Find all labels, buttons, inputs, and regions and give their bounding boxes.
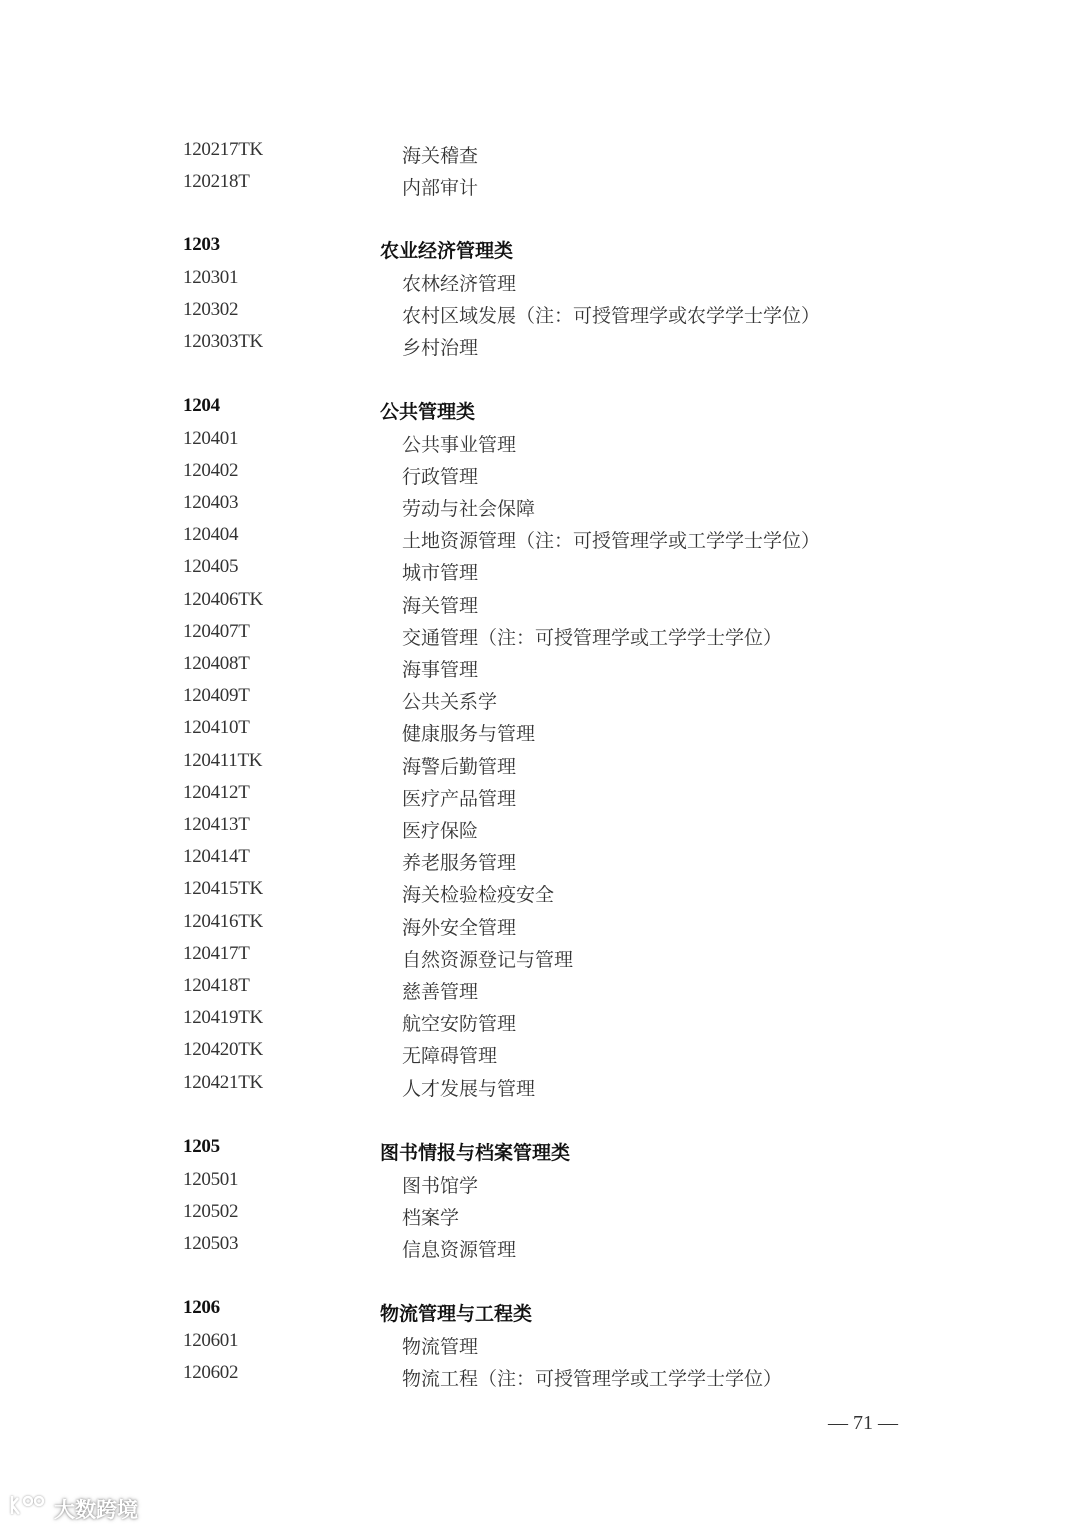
major-code: 120402 <box>183 460 239 481</box>
major-code: 120501 <box>183 1169 239 1190</box>
watermark-text: 大数跨境 <box>54 1498 138 1522</box>
list-item <box>0 331 1080 363</box>
list-item <box>0 846 1080 878</box>
list-item <box>0 750 1080 782</box>
major-name: 养老服务管理 <box>402 852 517 874</box>
major-name: 物流管理 <box>402 1336 479 1358</box>
list-item <box>0 267 1080 299</box>
list-item <box>0 1330 1080 1362</box>
list-item <box>0 460 1080 492</box>
major-code: 120421TK <box>183 1072 263 1093</box>
category-header <box>0 1136 1080 1168</box>
category-code: 1206 <box>183 1297 220 1318</box>
major-code: 120410T <box>183 717 250 738</box>
major-name: 农村区域发展（注：可授管理学或农学学士学位） <box>402 305 821 327</box>
major-name: 农林经济管理 <box>402 273 517 295</box>
list-item <box>0 1233 1080 1265</box>
major-code: 120409T <box>183 685 250 706</box>
category-header <box>0 395 1080 427</box>
list-item <box>0 492 1080 524</box>
major-name: 土地资源管理（注：可授管理学或工学学士学位） <box>402 530 821 552</box>
major-name: 档案学 <box>402 1207 460 1229</box>
major-name: 城市管理 <box>402 562 479 584</box>
major-name: 交通管理（注：可授管理学或工学学士学位） <box>402 627 783 649</box>
major-name: 慈善管理 <box>402 981 479 1003</box>
list-item <box>0 1007 1080 1039</box>
major-code: 120218T <box>183 171 250 192</box>
major-code: 120405 <box>183 556 239 577</box>
category-name: 农业经济管理类 <box>380 240 514 262</box>
list-item <box>0 589 1080 621</box>
major-code: 120601 <box>183 1330 239 1351</box>
list-item <box>0 911 1080 943</box>
major-name: 行政管理 <box>402 466 479 488</box>
major-code: 120420TK <box>183 1039 263 1060</box>
major-name: 医疗产品管理 <box>402 788 517 810</box>
major-name: 无障碍管理 <box>402 1045 498 1067</box>
major-name: 乡村治理 <box>402 337 479 359</box>
major-name: 图书馆学 <box>402 1175 479 1197</box>
list-item <box>0 1362 1080 1394</box>
list-item <box>0 717 1080 749</box>
major-code: 120412T <box>183 782 250 803</box>
list-item <box>0 685 1080 717</box>
list-item <box>0 1039 1080 1071</box>
major-code: 120414T <box>183 846 250 867</box>
major-code: 120502 <box>183 1201 239 1222</box>
major-code: 120404 <box>183 524 239 545</box>
major-name: 公共事业管理 <box>402 434 517 456</box>
list-item <box>0 428 1080 460</box>
category-name: 图书情报与档案管理类 <box>380 1142 571 1164</box>
major-name: 信息资源管理 <box>402 1239 517 1261</box>
major-code: 120413T <box>183 814 250 835</box>
major-name: 海警后勤管理 <box>402 756 517 778</box>
major-name: 航空安防管理 <box>402 1013 517 1035</box>
list-item <box>0 878 1080 910</box>
major-code: 120419TK <box>183 1007 263 1028</box>
list-item <box>0 524 1080 556</box>
category-code: 1204 <box>183 395 220 416</box>
major-name: 海外安全管理 <box>402 917 517 939</box>
list-item <box>0 556 1080 588</box>
list-item <box>0 943 1080 975</box>
watermark-logo-icon <box>8 1492 48 1518</box>
major-code: 120602 <box>183 1362 239 1383</box>
category-header <box>0 234 1080 266</box>
major-name: 海关管理 <box>402 595 479 617</box>
major-code: 120406TK <box>183 589 263 610</box>
list-item <box>0 814 1080 846</box>
category-name: 物流管理与工程类 <box>380 1303 533 1325</box>
list-item <box>0 782 1080 814</box>
list-item <box>0 171 1080 203</box>
page-number: — 71 — <box>828 1412 898 1434</box>
major-code: 120302 <box>183 299 239 320</box>
major-name: 海关检验检疫安全 <box>402 884 555 906</box>
list-item <box>0 1201 1080 1233</box>
major-name: 人才发展与管理 <box>402 1078 536 1100</box>
list-item <box>0 975 1080 1007</box>
major-code: 120403 <box>183 492 239 513</box>
major-name: 医疗保险 <box>402 820 479 842</box>
major-name: 物流工程（注：可授管理学或工学学士学位） <box>402 1368 783 1390</box>
list-item <box>0 139 1080 171</box>
list-item <box>0 621 1080 653</box>
list-item <box>0 1072 1080 1104</box>
category-code: 1205 <box>183 1136 220 1157</box>
major-name: 自然资源登记与管理 <box>402 949 574 971</box>
major-code: 120301 <box>183 267 239 288</box>
major-code: 120418T <box>183 975 250 996</box>
major-name: 内部审计 <box>402 177 479 199</box>
major-code: 120417T <box>183 943 250 964</box>
major-code: 120416TK <box>183 911 263 932</box>
category-name: 公共管理类 <box>380 401 476 423</box>
major-name: 海关稽查 <box>402 145 479 167</box>
list-item <box>0 1169 1080 1201</box>
major-name: 健康服务与管理 <box>402 723 536 745</box>
major-code: 120407T <box>183 621 250 642</box>
category-header <box>0 1297 1080 1329</box>
list-item <box>0 653 1080 685</box>
major-name: 海事管理 <box>402 659 479 681</box>
category-code: 1203 <box>183 234 220 255</box>
major-code: 120217TK <box>183 139 263 160</box>
major-code: 120408T <box>183 653 250 674</box>
major-code: 120401 <box>183 428 239 449</box>
major-code: 120303TK <box>183 331 263 352</box>
major-name: 公共关系学 <box>402 691 498 713</box>
major-name: 劳动与社会保障 <box>402 498 536 520</box>
major-code: 120411TK <box>183 750 263 771</box>
major-code: 120415TK <box>183 878 263 899</box>
list-item <box>0 299 1080 331</box>
major-code: 120503 <box>183 1233 239 1254</box>
